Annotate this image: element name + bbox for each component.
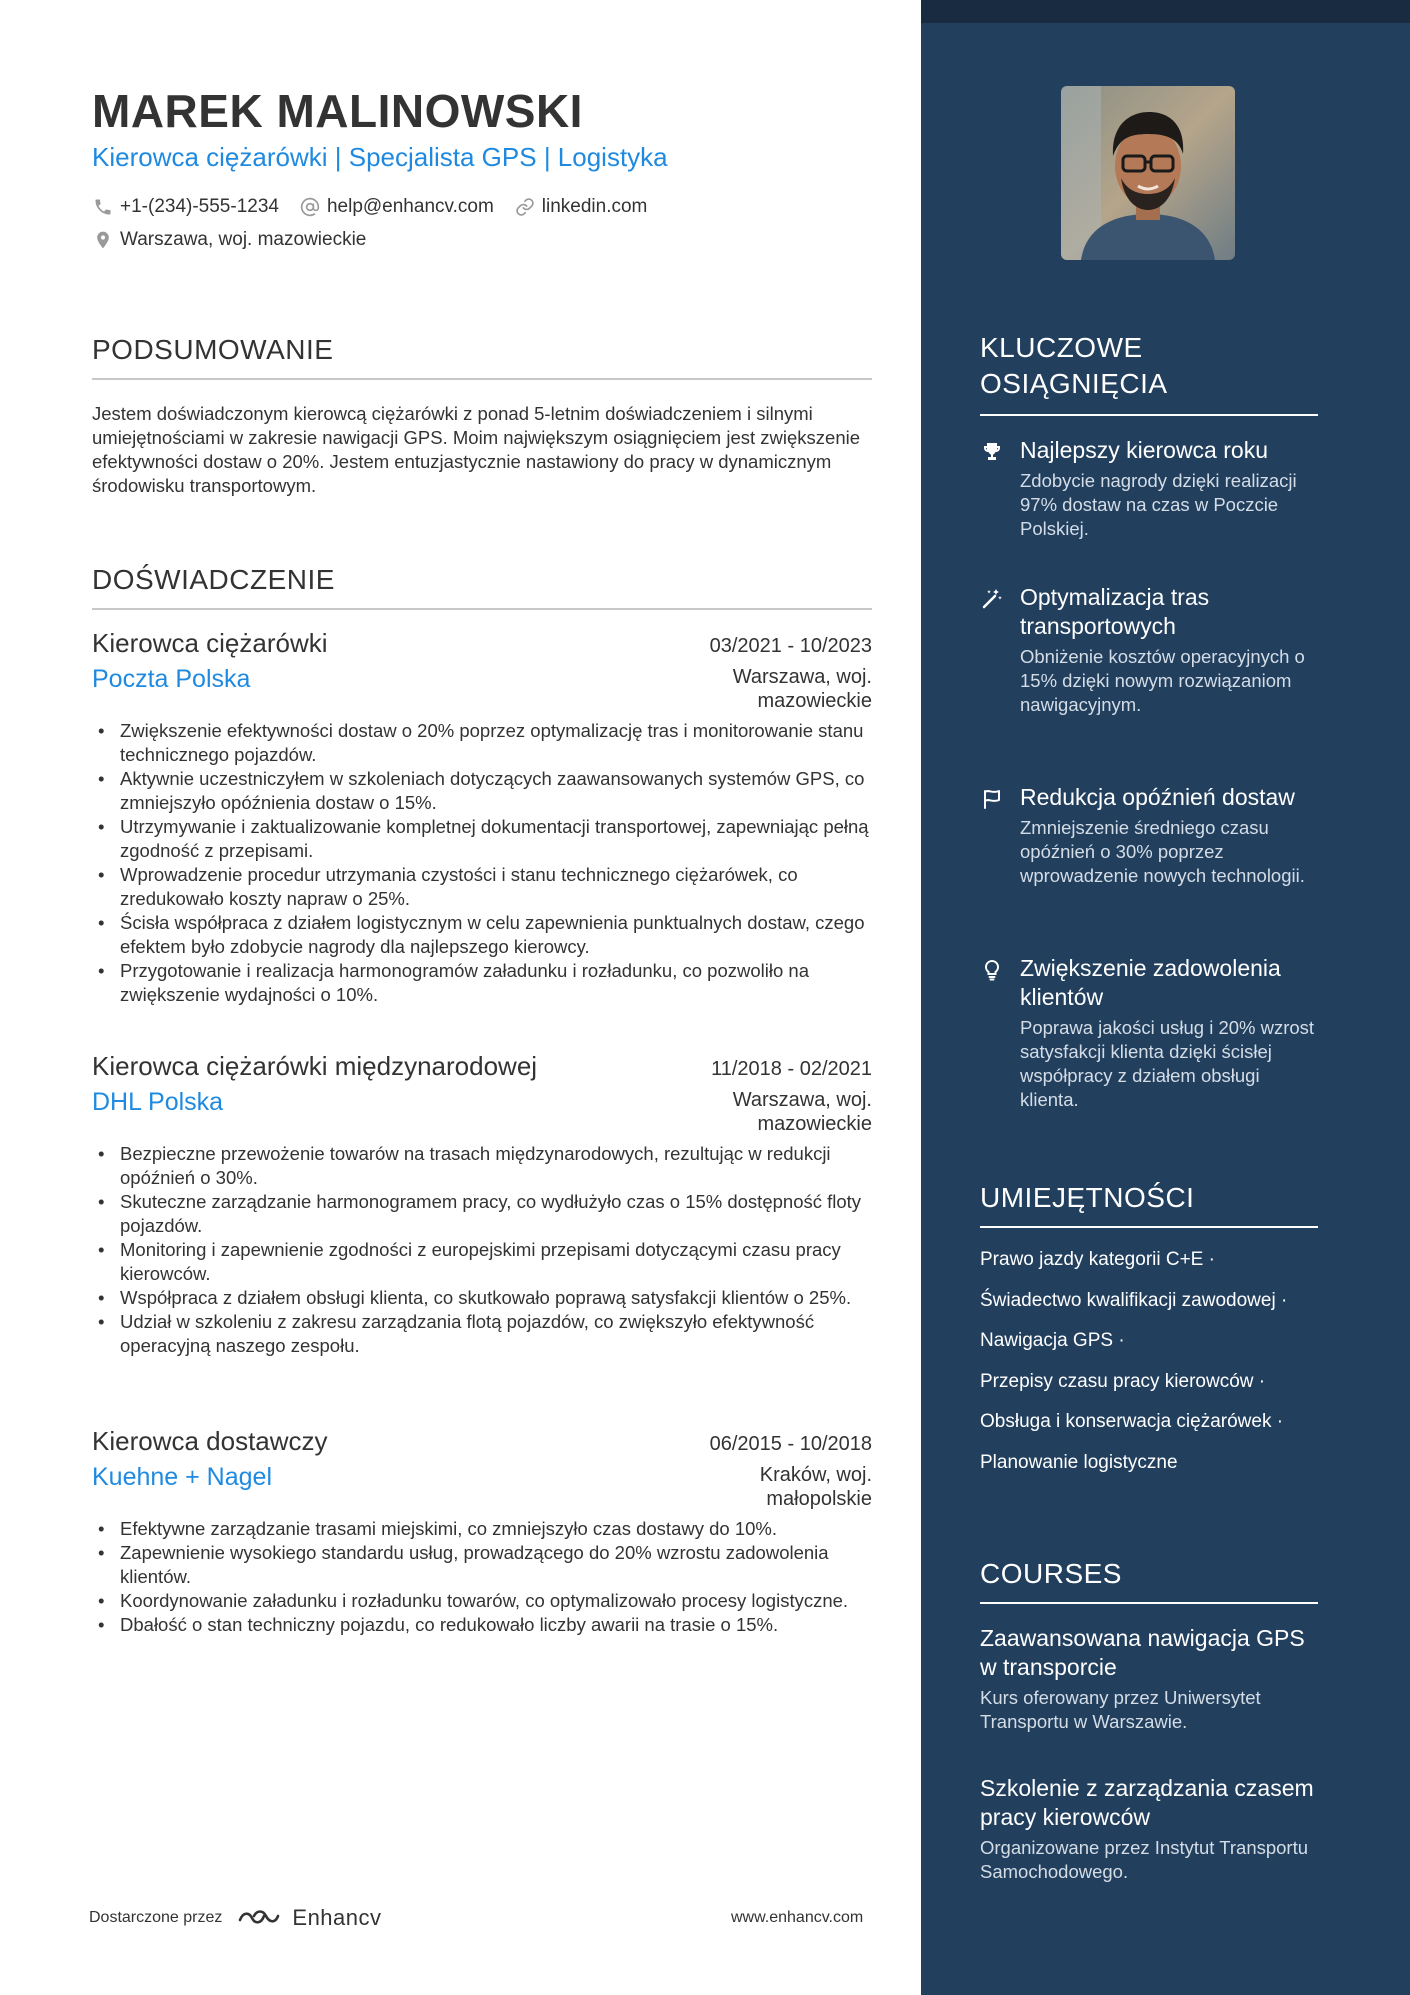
- powered-by-text: Dostarczone przez: [89, 1909, 223, 1926]
- achievement-item: [980, 954, 1320, 1112]
- job-location: Kraków, woj. małopolskie: [759, 1464, 872, 1510]
- sidebar-top-band: [921, 0, 1410, 23]
- job-title: Kierowca dostawczy: [92, 1426, 328, 1456]
- location-text: Warszawa, woj. mazowieckie: [120, 229, 367, 250]
- skill-item: Prawo jazdy kategorii C+E ·: [980, 1249, 1215, 1270]
- phone-icon: [92, 196, 114, 218]
- candidate-headline: Kierowca ciężarówki | Specjalista GPS | Logistyka: [92, 142, 668, 172]
- job-bullets: [92, 1517, 872, 1637]
- skill-item: Świadectwo kwalifikacji zawodowej ·: [980, 1289, 1288, 1311]
- contact-linkedin[interactable]: [514, 196, 648, 218]
- skills-divider: [980, 1226, 1318, 1228]
- achievement-title: Redukcja opóźnień dostaw: [1020, 784, 1295, 810]
- at-sign-icon: [299, 196, 321, 218]
- flag-icon: [980, 787, 1004, 811]
- achievement-item: [980, 783, 1320, 888]
- job-entry: [92, 1051, 872, 1358]
- contact-location: [92, 229, 366, 251]
- enhancv-logo-icon: [236, 1906, 282, 1930]
- job-company[interactable]: Poczta Polska: [92, 665, 251, 693]
- course-item: [980, 1774, 1320, 1884]
- course-desc: Organizowane przez Instytut Transportu Samochodowego.: [980, 1837, 1309, 1882]
- job-bullets: [92, 1142, 872, 1358]
- achievement-title: Optymalizacja tras transportowych: [1020, 584, 1210, 639]
- summary-heading: PODSUMOWANIE: [92, 334, 334, 365]
- experience-heading: DOŚWIADCZENIE: [92, 564, 335, 595]
- magic-wand-icon: [980, 587, 1004, 611]
- profile-photo: [1061, 86, 1235, 260]
- footer-powered-by: [89, 1905, 382, 1931]
- job-bullet: • Skuteczne zarządzanie harmonogramem pracy, co wydłużyło czas o 15% dostępność floty pojazdów.: [92, 1190, 872, 1238]
- job-entry: [92, 1426, 872, 1637]
- achievement-title: Najlepszy kierowca roku: [1020, 437, 1268, 463]
- achievement-desc: Zmniejszenie średniego czasu opóźnień o 30% poprzez wprowadzenie nowych technologii.: [1020, 817, 1305, 886]
- linkedin-text: linkedin.com: [541, 196, 648, 217]
- course-item: [980, 1624, 1320, 1734]
- job-title: Kierowca ciężarówki: [92, 628, 328, 658]
- contact-row-location: [92, 229, 386, 251]
- achievement-title: Zwiększenie zadowolenia klientów: [1020, 955, 1281, 1010]
- avatar: [1061, 86, 1235, 260]
- skill-item: Przepisy czasu pracy kierowców ·: [980, 1370, 1266, 1392]
- achievement-desc: Zdobycie nagrody dzięki realizacji 97% dostaw na czas w Poczcie Polskiej.: [1020, 470, 1297, 539]
- job-bullet: • Ścisła współpraca z działem logistycznym w celu zapewnienia punktualnych dostaw, czego efektem było zdobycie nagrody dla najlepszego kierowcy.: [92, 911, 872, 959]
- summary-divider: [92, 378, 872, 380]
- job-bullet: • Współpraca z działem obsługi klienta, co skutkowało poprawą satysfakcji klientów o 25%.: [92, 1286, 872, 1310]
- skill-item: Obsługa i konserwacja ciężarówek ·: [980, 1411, 1284, 1432]
- contact-row: [92, 196, 667, 218]
- job-entry: [92, 628, 872, 1007]
- location-pin-icon: [92, 229, 114, 251]
- job-bullet: • Koordynowanie załadunku i rozładunku towarów, co optymalizowało procesy logistyczne.: [92, 1589, 872, 1613]
- achievement-desc: Obniżenie kosztów operacyjnych o 15% dzięki nowym rozwiązaniom nawigacyjnym.: [1020, 646, 1305, 715]
- job-company[interactable]: Kuehne + Nagel: [92, 1463, 273, 1491]
- footer-url[interactable]: www.enhancv.com: [731, 1909, 864, 1926]
- job-date: 11/2018 - 02/2021: [711, 1058, 872, 1080]
- job-bullet: • Dbałość o stan techniczny pojazdu, co redukowało liczby awarii na trasie o 15%.: [92, 1613, 872, 1637]
- job-bullet: • Aktywnie uczestniczyłem w szkoleniach dotyczących zaawansowanych systemów GPS, co zmniejszyło opóźnienia dostaw o 15%.: [92, 767, 872, 815]
- contact-phone[interactable]: [92, 196, 279, 218]
- job-bullet: • Efektywne zarządzanie trasami miejskimi, co zmniejszyło czas dostawy do 10%.: [92, 1517, 872, 1541]
- achievement-item: [980, 583, 1320, 717]
- phone-text: +1-(234)-555-1234: [120, 196, 279, 217]
- job-bullet: • Zwiększenie efektywności dostaw o 20% poprzez optymalizację tras i monitorowanie stanu technicznego pojazdów.: [92, 719, 872, 767]
- job-bullet: • Monitoring i zapewnienie zgodności z europejskimi przepisami dotyczącymi czasu pracy kierowców.: [92, 1238, 872, 1286]
- email-text: help@enhancv.com: [326, 196, 494, 217]
- courses-divider: [980, 1602, 1318, 1604]
- job-bullet: • Udział w szkoleniu z zakresu zarządzania flotą pojazdów, co zwiększyło efektywność operacyjną naszego zespołu.: [92, 1310, 872, 1358]
- brand-name: Enhancv: [292, 1905, 382, 1930]
- job-location: Warszawa, woj. mazowieckie: [732, 1089, 872, 1135]
- job-bullet: • Przygotowanie i realizacja harmonogramów załadunku i rozładunku, co pozwoliło na zwiększenie wydajności o 10%.: [92, 959, 872, 1007]
- achievement-item: [980, 436, 1320, 541]
- achievements-heading: KLUCZOWE OSIĄGNIĘCIA: [980, 332, 1168, 399]
- skill-item: Planowanie logistyczne: [980, 1451, 1178, 1473]
- job-date: 03/2021 - 10/2023: [709, 635, 872, 657]
- courses-heading: COURSES: [980, 1558, 1122, 1589]
- job-title: Kierowca ciężarówki międzynarodowej: [92, 1051, 538, 1081]
- experience-divider: [92, 608, 872, 610]
- skills-list: [980, 1248, 1320, 1491]
- job-bullet: • Wprowadzenie procedur utrzymania czystości i stanu technicznego ciężarówek, co zredukowało koszty napraw o 25%.: [92, 863, 872, 911]
- course-desc: Kurs oferowany przez Uniwersytet Transportu w Warszawie.: [980, 1687, 1261, 1732]
- achievement-desc: Poprawa jakości usług i 20% wzrost satysfakcji klienta dzięki ścisłej współpracy z działem obsługi klienta.: [1020, 1017, 1315, 1110]
- skill-item: Nawigacja GPS ·: [980, 1330, 1125, 1351]
- job-bullet: • Bezpieczne przewożenie towarów na trasach międzynarodowych, rezultując w redukcji opóźnień o 30%.: [92, 1142, 872, 1190]
- course-title: Zaawansowana nawigacja GPS w transporcie: [980, 1625, 1305, 1680]
- trophy-icon: [980, 440, 1004, 464]
- job-date: 06/2015 - 10/2018: [709, 1433, 872, 1455]
- job-location: Warszawa, woj. mazowieckie: [732, 666, 872, 712]
- candidate-name: MAREK MALINOWSKI: [92, 85, 583, 137]
- job-bullets: [92, 719, 872, 1007]
- job-bullet: • Utrzymywanie i zaktualizowanie kompletnej dokumentacji transportowej, zapewniając pełną zgodność z przepisami.: [92, 815, 872, 863]
- achievements-divider: [980, 414, 1318, 416]
- summary-text: Jestem doświadczonym kierowcą ciężarówki z ponad 5-letnim doświadczeniem i silnymi umiejętnościami w zakresie nawigacji GPS. Moim największym osiągnięciem jest zwiększenie efektywności dostaw o 20%. Jestem entuzjastycznie nastawiony do pracy w dynamicznym środowisku transportowym.: [92, 403, 861, 496]
- link-icon: [514, 196, 536, 218]
- skills-heading: UMIEJĘTNOŚCI: [980, 1182, 1195, 1213]
- job-company[interactable]: DHL Polska: [92, 1088, 224, 1116]
- enhancv-logo[interactable]: [236, 1905, 381, 1931]
- job-bullet: • Zapewnienie wysokiego standardu usług, prowadzącego do 20% wzrostu zadowolenia klientów.: [92, 1541, 872, 1589]
- course-title: Szkolenie z zarządzania czasem pracy kierowców: [980, 1775, 1314, 1830]
- lightbulb-icon: [980, 958, 1004, 982]
- contact-email[interactable]: [299, 196, 494, 218]
